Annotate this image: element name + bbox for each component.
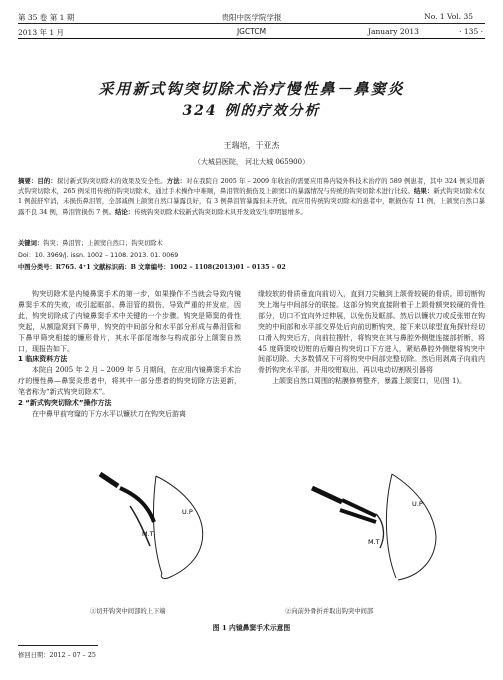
forceps-handle	[312, 488, 342, 502]
conclusion-text: 传统钩突切除术较新式钩突切除术具开发效安生率明显增多。	[134, 207, 307, 216]
body-right-column	[258, 289, 485, 387]
conclusion-label: 结论：	[115, 207, 135, 216]
knife-handle	[100, 474, 118, 486]
result-label: 结果：	[413, 187, 434, 196]
issue-date-english: January 2013	[368, 27, 419, 36]
section-heading: 1 临床资料方法	[18, 355, 68, 364]
label-mt-right: M.T	[368, 538, 380, 546]
keywords-text: 钩突；鼻泪管；上颌窦自然口；钩突切除术	[43, 240, 163, 247]
volume-issue: 第 35 卷 第 1 期	[18, 13, 75, 22]
page-number: · 135 ·	[459, 27, 483, 36]
figure-right-diagram	[272, 466, 472, 594]
objective-label: 目的：	[37, 177, 57, 185]
doi: Doi：10. 3969/j. issn. 1002 – 1108. 2013. 01. 0069	[18, 252, 179, 259]
middle-turbinate-outline	[156, 476, 203, 579]
figure-left-diagram	[60, 466, 260, 594]
body-paragraph: 钩突切除术是内镜鼻窦手术的第一步，如果操作不当就会导致内镜鼻窦手术的失败，或引起眶部、鼻泪管的损伤，导致严重的并发症，因此，钩突切除成了内镜鼻窦手术中关键的一个步骤。钩突是筛窦的骨性突起，从额隐窝到下鼻甲，钩突的中间部分和水平部分形成与鼻泪管和下鼻甲筛突相接的镰形骨片，其水平部尾端参与构成部分上颌窦自然口，现报告如下。	[18, 290, 241, 353]
revision-date: 修回日期：2012 – 07 – 25	[18, 652, 96, 659]
figure-right-caption: ②向前外骨折并取出钩突中间部	[285, 608, 374, 615]
body-paragraph: 缘较软的骨质垂直向前切入，直到刀尖触到上颌骨较硬的骨质。即切断钩突上端与中间部分的联接。这部分钩突直接附着于上颌骨额突较硬的骨性部分，切口不宜向外过伸展，以免伤及眶部。然后以镰状刀或反张钳在钩突的中间部和水平部交界处后向前切断钩突，接下来以球型直角探针经切口滑入钩突后方，向前拉搜针，将钩突在其与鼻腔外侧壁连接部折断，将 45 度筛窦咬切钳的后瓣自钩突切口下方进入，紧贴鼻腔外侧壁将钩突中间部切除。大多数情况下可将钩突中间部完整切除。然后用剥离子向前内骨折钩突水平部，并用咬钳取出，再以电动切割吸引器将	[258, 290, 485, 375]
method-label: 方法：	[166, 177, 187, 185]
label-mt-left: M.T	[142, 530, 154, 538]
journal-name: 贵阳中医学院学报	[221, 13, 282, 22]
article-title-line2: 324 例的疗效分析	[182, 103, 321, 119]
abstract	[18, 176, 485, 217]
objective-text: 探讨新式钩突切除术的效果及安全性。	[56, 177, 167, 185]
header-rule-upper	[18, 23, 485, 24]
figure-title: 图 1 内镜鼻窦手术示意图	[212, 624, 291, 632]
affiliation: （大城县医院， 河北大城 065900）	[193, 158, 310, 166]
figure-left-caption: ①切开钩突中间部的上下端	[90, 608, 166, 615]
volume-english: No. 1 Vol. 35	[424, 12, 473, 21]
section-heading: 2 “新式钩突切除术”操作方法	[18, 399, 112, 408]
label-up-left: U.P	[182, 508, 193, 516]
authors: 王瑞培，于亚杰	[223, 141, 280, 150]
result-text: 新式钩突切除术仅 1 例鼓舒窄消，未损伤鼻泪管，全部减例上颌窦自然口暴露良好，有 3 例鼻泪管暴露但未开放。而应用传统钩突切除术的患者中，眶损伤有 11 例，上颌窦自然口暴露不良 34 例，鼻泪管损伤 7 例。	[18, 187, 485, 216]
article-title-line1: 采用新式钩突切除术治疗慢性鼻－鼻窦炎	[98, 80, 405, 98]
footnote-rule	[18, 645, 98, 646]
classification-line: 中图分类号：R765. 4⁺1 文献标识码：B 文章编号：1002 – 1108(2013)01 – 0135 – 02	[18, 264, 286, 271]
keywords	[18, 239, 485, 248]
middle-turbinate-outline	[392, 474, 436, 580]
nasal-wall-line	[154, 476, 162, 574]
body-paragraph: 本院自 2005 年 2 月 – 2009 年 5 月期间，在应用内镜鼻窦手术治疗的慢性鼻—鼻窦炎患者中，将其中一部分患者的钩突切除方法更新，笔者称为“新式钩突切除术”。	[18, 366, 241, 397]
label-up-right: U.P	[412, 500, 423, 508]
header-rule-lower	[18, 38, 485, 39]
journal-abbreviation: JGCTCM	[236, 27, 267, 36]
keywords-label: 关键词：	[18, 240, 44, 247]
body-left-column	[18, 289, 241, 420]
body-paragraph: 上颌窦自然口周围的粘膜修剪整齐，暴露上颌窦口，见(图 1)。	[272, 377, 467, 386]
abstract-label: 摘要：	[18, 177, 38, 185]
method-text: 对在我院自 2005 年 – 2009 年收治的需要应用鼻内镜外科技术治疗的 589 例患者，其中 324 例采用新式钩突切除术，265 例采用传统的钩突切除术，通过手术操作中难顺，鼻泪管的损伤及上颌窦口的暴露情况与传统的钩突切除术进行比较。	[18, 177, 486, 196]
nasal-wall-line	[386, 474, 396, 578]
issue-date: 2013 年 1 月	[18, 28, 65, 37]
body-paragraph: 在中鼻甲前穹窿的下方水平以镰状刀在钩突后游离	[32, 409, 186, 418]
